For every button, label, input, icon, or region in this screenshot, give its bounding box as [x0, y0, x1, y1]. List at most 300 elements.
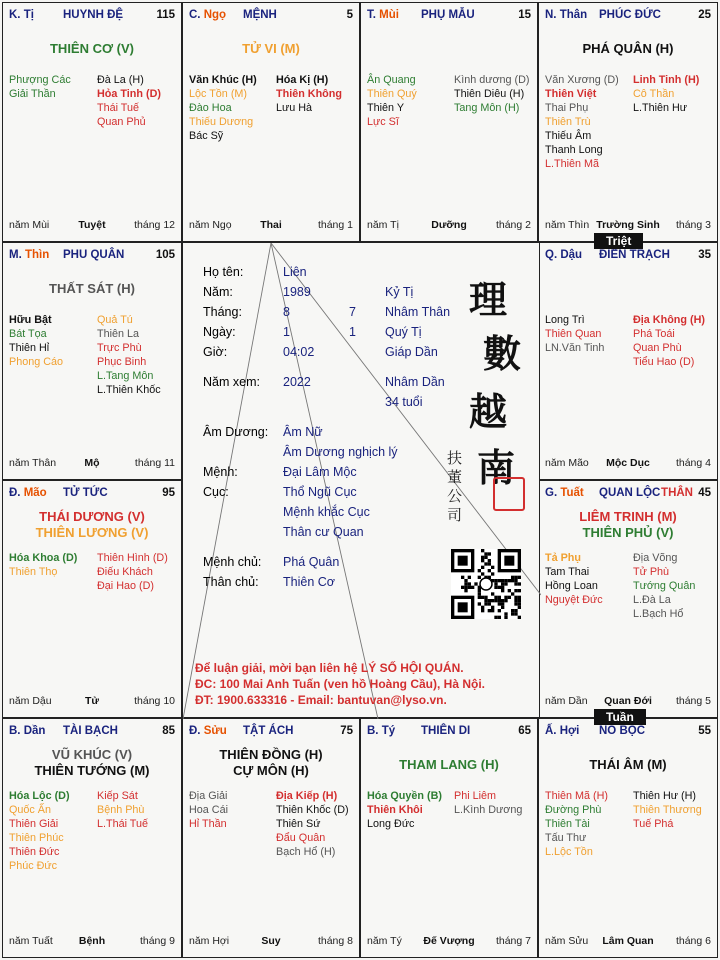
- cell-branch-name: Tuất: [560, 487, 584, 499]
- cell-header: [367, 9, 531, 25]
- day-label: Ngày:: [203, 325, 236, 339]
- cell-decade-number: 75: [340, 725, 353, 737]
- cell-branch-name: Dần: [23, 725, 46, 737]
- cell-stem: C.: [189, 9, 201, 21]
- red-seal-icon: [493, 477, 525, 511]
- palace-cell-mao[interactable]: [2, 480, 182, 718]
- cell-stem: Q.: [545, 249, 558, 261]
- minor-star: Thiên Đức: [9, 846, 60, 858]
- minor-star: Phúc Đức: [9, 860, 58, 872]
- minor-star: Thiên Quan: [545, 328, 602, 340]
- cell-year: năm Sửu: [545, 935, 589, 947]
- cell-palace-name: MỆNH: [243, 9, 277, 21]
- cell-decade-number: 45: [698, 487, 711, 499]
- cell-branch-name: Tý: [381, 725, 396, 737]
- cell-header: [9, 487, 175, 503]
- cell-stem: Ấ.: [545, 725, 557, 737]
- cell-header: [9, 9, 175, 25]
- minor-star: Đại Hao (D): [97, 580, 154, 592]
- cell-than-marker: THÂN: [661, 487, 693, 499]
- cell-branch: [9, 725, 45, 737]
- minor-star: L.Thiên Mã: [545, 158, 600, 170]
- cell-month: tháng 12: [134, 219, 175, 231]
- minor-star: Thiên Hỉ: [9, 342, 50, 354]
- cell-footer: [545, 695, 711, 709]
- cell-stem: B.: [9, 725, 21, 737]
- minor-star: Đà La (H): [97, 74, 144, 86]
- menh-chu-label: Mệnh chủ:: [203, 555, 262, 569]
- minor-star: Quan Phủ: [97, 116, 146, 128]
- minor-star: Bạch Hổ (H): [276, 846, 336, 858]
- cell-footer: [9, 457, 175, 471]
- lunar-month: 7: [349, 305, 356, 319]
- hour-can-chi: Giáp Dần: [385, 345, 438, 359]
- menh-value: Đại Lâm Mộc: [283, 465, 357, 479]
- cell-header: [189, 725, 353, 741]
- minor-stars-right: [276, 73, 342, 115]
- cell-branch: [545, 725, 579, 737]
- cell-year: năm Thìn: [545, 219, 590, 231]
- tuan-tag: Tuần: [594, 709, 646, 725]
- cell-header: [189, 9, 353, 25]
- cuc-note: Mệnh khắc Cục: [283, 505, 370, 519]
- year-can-chi: Kỷ Tị: [385, 285, 414, 299]
- major-star: VŨ KHÚC (V): [51, 747, 133, 762]
- than-cu-note: Thân cư Quan: [283, 525, 364, 539]
- minor-stars-left: [9, 789, 70, 873]
- cell-branch: [545, 487, 584, 499]
- cell-palace-name: ĐIỀN TRẠCH: [599, 249, 670, 261]
- cell-footer: [189, 219, 353, 233]
- minor-star: Thai Phụ: [545, 102, 589, 114]
- cell-stem: B.: [367, 725, 379, 737]
- palace-cell-ngo[interactable]: [182, 2, 360, 242]
- minor-star: Hóa Quyền (B): [367, 790, 442, 802]
- seal-side-char: 扶: [447, 449, 463, 467]
- cell-header: [367, 725, 531, 741]
- minor-star: Hoa Cái: [189, 804, 229, 816]
- cell-decade-number: 115: [156, 9, 175, 21]
- minor-star: Thiên Hình (D): [97, 552, 168, 564]
- minor-star: Thiên Không: [276, 88, 342, 100]
- cell-branch-name: Tị: [23, 9, 34, 21]
- cell-year: năm Hợi: [189, 935, 230, 947]
- minor-stars-left: [189, 789, 228, 831]
- minor-stars-left: [545, 551, 603, 607]
- minor-star: Thiên Phúc: [9, 832, 64, 844]
- major-star: LIÊM TRINH (M): [579, 509, 677, 524]
- cell-header: [545, 249, 711, 265]
- solar-year: 1989: [283, 285, 311, 299]
- cell-branch: [367, 725, 395, 737]
- contact-phone-email: ĐT: 1900.633316 - Email: bantuvan@lyso.vn.: [195, 693, 447, 707]
- contact-address: ĐC: 100 Mai Anh Tuấn (ven hồ Hoàng Cầu), Hà Nội.: [195, 677, 486, 691]
- cell-palace-name: QUAN LỘC: [599, 487, 661, 499]
- minor-star: Thiên Mã (H): [545, 790, 608, 802]
- qr-code-icon[interactable]: [451, 549, 521, 619]
- view-year: 2022: [283, 375, 311, 389]
- cell-footer: [9, 935, 175, 949]
- major-star: THIÊN TƯỚNG (M): [34, 763, 150, 778]
- cell-life-stage: Thai: [260, 219, 282, 231]
- minor-star: Nguyệt Đức: [545, 594, 603, 606]
- minor-star: Thiên Việt: [545, 88, 597, 100]
- minor-star: Tam Thai: [545, 566, 590, 578]
- cell-stem: Đ.: [9, 487, 21, 499]
- minor-star: Thiên Y: [367, 102, 405, 114]
- cell-year: năm Tị: [367, 219, 399, 231]
- palace-cell-thin[interactable]: [2, 242, 182, 480]
- cell-branch: [189, 9, 226, 21]
- hour-label: Giờ:: [203, 345, 228, 359]
- cell-month: tháng 10: [134, 695, 175, 707]
- cell-stem: K.: [9, 9, 21, 21]
- cell-branch-name: Mùi: [379, 9, 399, 21]
- amduong-note: Âm Dương nghịch lý: [283, 445, 398, 459]
- minor-star: Văn Xương (D): [545, 74, 619, 86]
- cell-life-stage: Quan Đới: [604, 695, 652, 707]
- calligraphy-char-1: 理: [469, 277, 508, 322]
- minor-star: Trực Phù: [97, 342, 142, 354]
- cell-decade-number: 25: [698, 9, 711, 21]
- cell-palace-name: PHU QUÂN: [63, 249, 125, 261]
- cell-branch-name: Sửu: [203, 725, 227, 737]
- cell-branch-name: Dậu: [560, 249, 583, 261]
- solar-day: 1: [283, 325, 290, 339]
- minor-star: LN.Văn Tinh: [545, 342, 605, 354]
- cell-stem: G.: [545, 487, 558, 499]
- minor-star: L.Đà La: [633, 594, 671, 606]
- minor-stars-left: [545, 73, 619, 171]
- day-can-chi: Quý Tị: [385, 325, 422, 339]
- cell-life-stage: Đế Vượng: [423, 935, 475, 947]
- cell-life-stage: Tử: [84, 695, 100, 707]
- minor-star: Lực Sĩ: [367, 116, 399, 128]
- minor-stars-left: [367, 73, 417, 129]
- palace-cell-mui[interactable]: [360, 2, 538, 242]
- minor-star: L.Tang Môn: [97, 370, 154, 382]
- cell-stem: T.: [367, 9, 376, 21]
- cell-palace-name: NÔ BỘC: [599, 725, 645, 737]
- minor-star: Đường Phù: [545, 804, 602, 816]
- minor-star: Cô Thần: [633, 88, 675, 100]
- minor-stars-right: [276, 789, 349, 859]
- triet-tag: Triệt: [594, 233, 643, 249]
- name-label: Họ tên:: [203, 265, 244, 279]
- minor-star: Phượng Các: [9, 74, 71, 86]
- month-can-chi: Nhâm Thân: [385, 305, 451, 319]
- cell-month: tháng 2: [495, 219, 531, 231]
- amduong-value: Âm Nữ: [283, 425, 323, 439]
- cell-footer: [9, 219, 175, 233]
- minor-star: Địa Kiếp (H): [276, 790, 338, 802]
- cell-decade-number: 15: [518, 9, 531, 21]
- minor-stars-left: [189, 73, 257, 143]
- cell-branch-name: Mão: [23, 487, 47, 499]
- cell-footer: [545, 935, 711, 949]
- cell-branch: [545, 9, 587, 21]
- minor-star: Văn Khúc (H): [189, 74, 257, 86]
- minor-star: Bệnh Phù: [97, 804, 145, 816]
- cell-header: [545, 487, 711, 503]
- minor-star: L.Bạch Hổ: [633, 608, 684, 620]
- minor-star: Thiên Quý: [367, 88, 417, 100]
- minor-star: Địa Võng: [633, 552, 678, 564]
- cell-decade-number: 35: [698, 249, 711, 261]
- seal-side-text: [447, 449, 467, 525]
- minor-star: Thiên Khôi: [367, 804, 423, 816]
- minor-stars-right: [97, 789, 148, 831]
- cell-life-stage: Trường Sinh: [596, 219, 660, 231]
- minor-star: Kiếp Sát: [97, 790, 138, 802]
- minor-star: Phục Binh: [97, 356, 147, 368]
- minor-star: Quan Phù: [633, 342, 682, 354]
- cell-header: [545, 9, 711, 25]
- minor-stars-right: [454, 73, 530, 115]
- minor-stars-right: [633, 789, 702, 831]
- cell-footer: [545, 219, 711, 233]
- minor-stars-right: [97, 313, 161, 397]
- major-star: THÁI ÂM (M): [589, 757, 667, 772]
- cell-branch-name: Hợi: [559, 725, 580, 737]
- minor-star: Linh Tinh (H): [633, 74, 700, 86]
- minor-star: Lộc Tồn (M): [189, 88, 248, 100]
- cell-palace-name: TỬ TỨC: [63, 487, 108, 499]
- minor-star: Tướng Quân: [633, 580, 696, 592]
- cell-header: [9, 725, 175, 741]
- calligraphy-char-4: 南: [477, 445, 516, 490]
- minor-star: Tiểu Hao (D): [633, 356, 695, 368]
- cell-month: tháng 4: [675, 457, 711, 469]
- palace-cell-hoi[interactable]: [538, 718, 718, 958]
- minor-star: Bát Tọa: [9, 328, 47, 340]
- cell-branch-name: Ngọ: [203, 9, 227, 21]
- hour-value: 04:02: [283, 345, 315, 359]
- palace-cell-tuat[interactable]: [538, 480, 718, 718]
- minor-star: Lưu Hà: [276, 102, 313, 114]
- seal-side-char: 董: [447, 468, 463, 486]
- minor-star: Đào Hoa: [189, 102, 232, 114]
- minor-stars-left: [545, 313, 604, 355]
- cell-footer: [367, 219, 531, 233]
- cell-month: tháng 6: [675, 935, 711, 947]
- calligraphy-char-2: 數: [483, 331, 522, 376]
- cell-palace-name: HUYNH ĐỆ: [63, 9, 124, 21]
- cell-year: năm Mùi: [9, 219, 50, 231]
- major-star: THÁI DƯƠNG (V): [39, 509, 145, 524]
- minor-star: Phá Toái: [633, 328, 675, 340]
- minor-star: Thiên La: [97, 328, 140, 340]
- cell-month: tháng 5: [675, 695, 711, 707]
- calligraphy-char-3: 越: [469, 389, 508, 434]
- minor-star: L.Thiên Hư: [633, 102, 688, 114]
- minor-star: Thiên Giải: [9, 818, 59, 830]
- cell-header: [545, 725, 711, 741]
- minor-star: Thái Tuế: [97, 102, 140, 114]
- cell-decade-number: 5: [346, 9, 353, 21]
- minor-star: Phong Cáo: [9, 356, 64, 368]
- cell-decade-number: 85: [162, 725, 175, 737]
- minor-star: L.Lộc Tồn: [545, 846, 593, 858]
- minor-star: Hỉ Thần: [189, 818, 227, 830]
- cell-decade-number: 95: [162, 487, 175, 499]
- major-star: THIÊN CƠ (V): [49, 41, 135, 56]
- cell-year: năm Tuất: [9, 935, 53, 947]
- cell-footer: [9, 695, 175, 709]
- cell-branch: [9, 487, 47, 499]
- year-label: Năm:: [203, 285, 233, 299]
- minor-star: Tả Phụ: [545, 552, 581, 564]
- than-chu-label: Thân chủ:: [203, 575, 259, 589]
- minor-stars-right: [97, 73, 161, 129]
- cell-palace-name: PHỤ MẪU: [421, 9, 475, 21]
- lunar-day: 1: [349, 325, 356, 339]
- minor-stars-left: [9, 73, 71, 101]
- minor-star: Thiên Sứ: [276, 818, 321, 830]
- cuc-label: Cục:: [203, 485, 229, 499]
- minor-star: L.Kình Dương: [454, 804, 523, 816]
- major-star: THẤT SÁT (H): [49, 281, 135, 296]
- cell-footer: [189, 935, 353, 949]
- menh-label: Mệnh:: [203, 465, 238, 479]
- cell-life-stage: Lâm Quan: [602, 935, 654, 947]
- view-year-can-chi: Nhâm Dần: [385, 375, 445, 389]
- palace-cell-ti[interactable]: [2, 2, 182, 242]
- minor-stars-right: [633, 551, 695, 621]
- cell-month: tháng 8: [317, 935, 353, 947]
- month-label: Tháng:: [203, 305, 242, 319]
- menh-chu-value: Phá Quân: [283, 555, 340, 569]
- cell-life-stage: Bệnh: [78, 935, 106, 947]
- cell-month: tháng 1: [317, 219, 353, 231]
- cell-palace-name: THIÊN DI: [421, 725, 471, 737]
- contact-line-1: Để luận giải, mời bạn liên hệ LÝ SỐ HỘI QUÁN.: [195, 661, 464, 675]
- minor-star: L.Thái Tuế: [97, 818, 149, 830]
- minor-star: Hóa Khoa (D): [9, 552, 78, 564]
- name-value: Liên: [283, 265, 307, 279]
- minor-star: Hồng Loan: [545, 580, 598, 592]
- minor-star: Thiên Thương: [633, 804, 702, 816]
- cell-life-stage: Dưỡng: [431, 219, 467, 231]
- palace-cell-ty[interactable]: [360, 718, 538, 958]
- cell-decade-number: 65: [518, 725, 531, 737]
- minor-star: Thiếu Dương: [189, 116, 254, 128]
- view-year-label: Năm xem:: [203, 375, 260, 389]
- palace-cell-dau[interactable]: [538, 242, 718, 480]
- minor-stars-right: [633, 73, 699, 115]
- minor-star: Kình dương (D): [454, 74, 530, 86]
- cell-month: tháng 7: [495, 935, 531, 947]
- center-info-panel: [182, 242, 540, 718]
- minor-star: Hữu Bật: [9, 314, 52, 326]
- minor-stars-left: [9, 313, 63, 369]
- palace-cell-dan[interactable]: [2, 718, 182, 958]
- cell-month: tháng 11: [134, 457, 175, 469]
- major-star: THIÊN PHỦ (V): [582, 525, 674, 540]
- minor-star: Quốc Ấn: [9, 804, 52, 816]
- minor-star: Hóa Lộc (D): [9, 790, 70, 802]
- minor-star: Thiên Tài: [545, 818, 590, 830]
- cell-stem: Đ.: [189, 725, 201, 737]
- minor-star: Quả Tú: [97, 314, 133, 326]
- palace-cell-suu[interactable]: [182, 718, 360, 958]
- cell-branch: [9, 9, 34, 21]
- cell-header: [9, 249, 175, 265]
- cell-stem: N.: [545, 9, 557, 21]
- than-chu-value: Thiên Cơ: [283, 575, 335, 589]
- minor-star: Tuế Phá: [633, 818, 674, 830]
- cell-year: năm Tý: [367, 935, 402, 947]
- palace-cell-than[interactable]: [538, 2, 718, 242]
- major-star: THIÊN LƯƠNG (V): [35, 525, 149, 540]
- minor-stars-right: [633, 313, 705, 369]
- cell-life-stage: Mộc Dục: [606, 457, 650, 469]
- cell-life-stage: Suy: [261, 935, 281, 947]
- minor-star: Thiên Thọ: [9, 566, 58, 578]
- minor-star: Thiếu Âm: [545, 130, 592, 142]
- minor-star: Ân Quang: [367, 74, 416, 86]
- cell-footer: [545, 457, 711, 471]
- cell-branch: [367, 9, 399, 21]
- seal-side-char: 司: [447, 506, 463, 524]
- minor-stars-left: [9, 551, 77, 579]
- minor-stars-right: [454, 789, 522, 817]
- cell-month: tháng 9: [139, 935, 175, 947]
- major-star: THAM LANG (H): [399, 757, 499, 772]
- major-star: TỬ VI (M): [242, 41, 300, 56]
- cell-branch: [9, 249, 49, 261]
- cuc-value: Thổ Ngũ Cục: [283, 485, 357, 499]
- minor-star: Đẩu Quân: [276, 832, 326, 844]
- minor-stars-left: [367, 789, 442, 831]
- minor-star: Thiên Hư (H): [633, 790, 697, 802]
- minor-stars-right: [97, 551, 168, 593]
- minor-star: Bác Sỹ: [189, 130, 224, 142]
- major-star: CỰ MÔN (H): [233, 763, 309, 778]
- cell-palace-name: PHÚC ĐỨC: [599, 9, 661, 21]
- minor-star: Thiên Khốc (D): [276, 804, 349, 816]
- minor-star: Địa Giải: [189, 790, 228, 802]
- cell-palace-name: TẬT ÁCH: [243, 725, 294, 737]
- minor-star: Giải Thần: [9, 88, 56, 100]
- cell-year: năm Mão: [545, 457, 589, 469]
- cell-year: năm Dần: [545, 695, 588, 707]
- minor-star: Thiên Trù: [545, 116, 591, 128]
- minor-star: Long Đức: [367, 818, 415, 830]
- major-star: PHÁ QUÂN (H): [582, 41, 674, 56]
- cell-branch-name: Thìn: [24, 249, 50, 261]
- cell-decade-number: 105: [155, 249, 175, 261]
- minor-star: Địa Không (H): [633, 314, 705, 326]
- cell-year: năm Thân: [9, 457, 57, 469]
- minor-star: Tấu Thư: [545, 832, 587, 844]
- age: 34 tuổi: [385, 395, 423, 409]
- minor-star: Tang Môn (H): [454, 102, 520, 114]
- cell-month: tháng 3: [675, 219, 711, 231]
- cell-branch-name: Thân: [559, 9, 588, 21]
- amduong-label: Âm Dương:: [203, 425, 269, 439]
- minor-stars-left: [545, 789, 608, 859]
- cell-life-stage: Tuyệt: [78, 219, 106, 231]
- cell-footer: [367, 935, 531, 949]
- major-star: THIÊN ĐỒNG (H): [219, 747, 323, 762]
- minor-star: Điếu Khách: [97, 566, 153, 578]
- minor-star: Tử Phù: [633, 566, 670, 578]
- cell-year: năm Dậu: [9, 695, 52, 707]
- cell-palace-name: TÀI BẠCH: [63, 725, 118, 737]
- minor-star: Thiên Diêu (H): [454, 88, 525, 100]
- cell-branch: [545, 249, 582, 261]
